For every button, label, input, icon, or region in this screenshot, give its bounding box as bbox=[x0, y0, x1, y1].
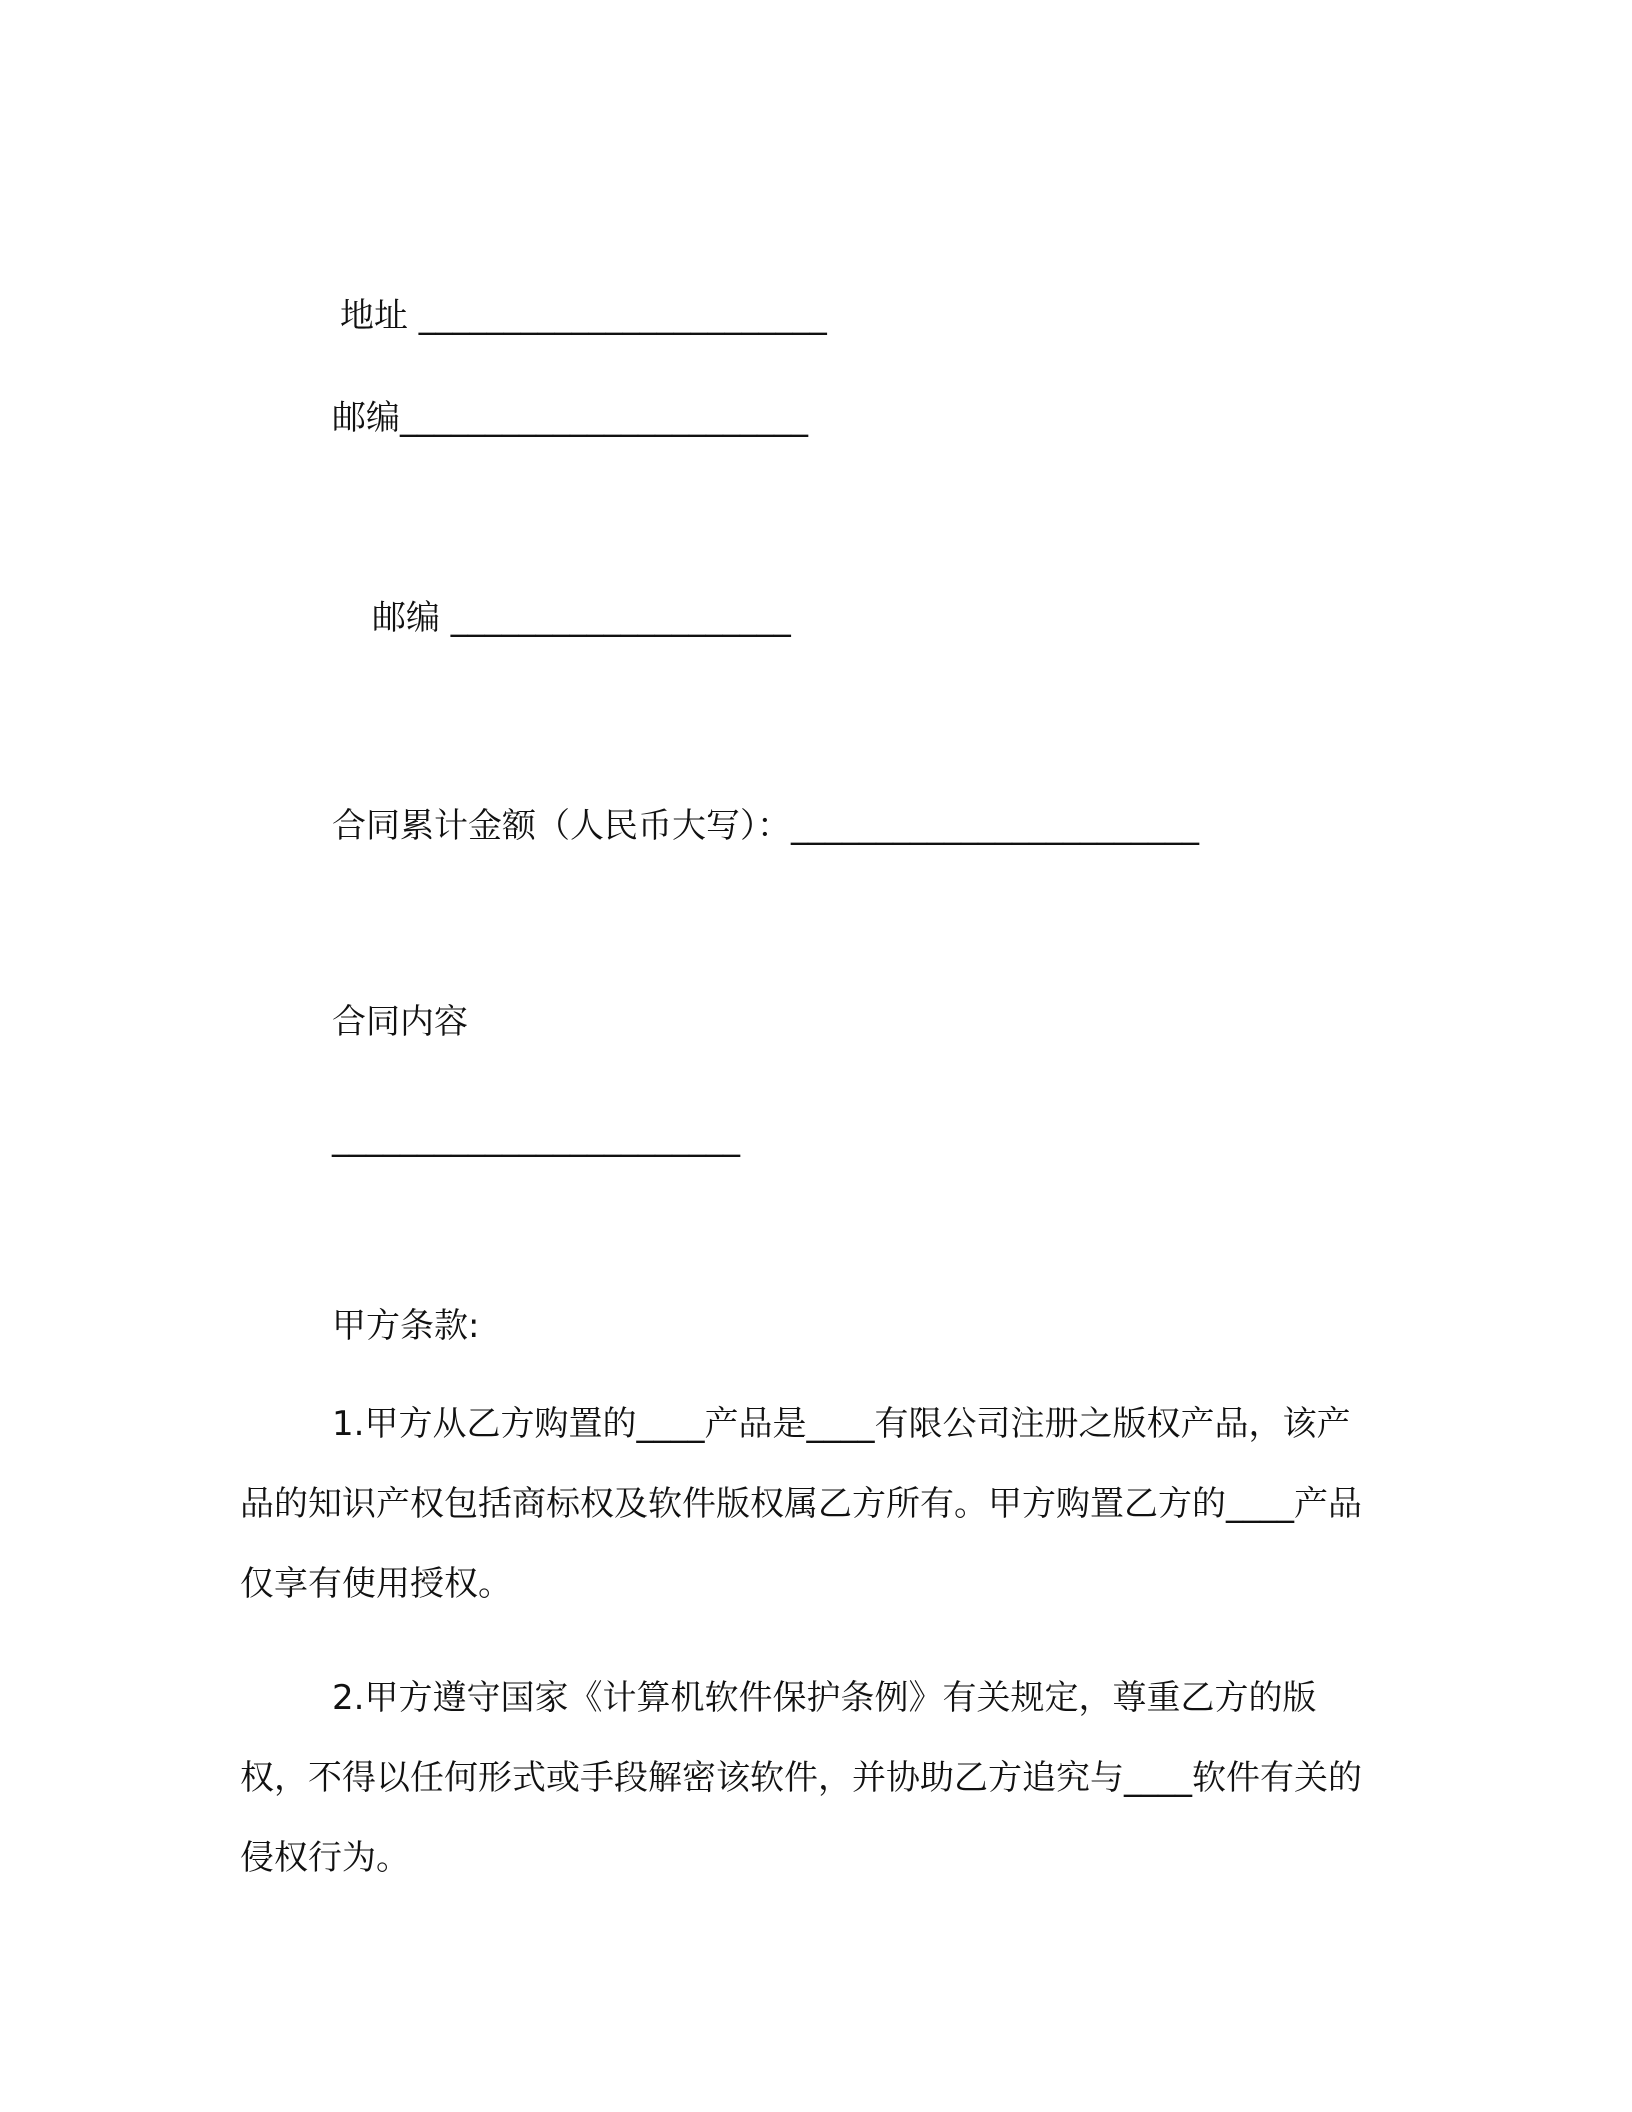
address-line: 地址 ________________________ bbox=[340, 296, 827, 336]
contract-amount-line: 合同累计金额（人民币大写）：________________________ bbox=[332, 806, 1199, 846]
contract-content-label: 合同内容 bbox=[332, 1002, 468, 1042]
postcode-line-2: 邮编 ____________________ bbox=[372, 598, 791, 638]
clause-1: 1.甲方从乙方购置的____产品是____有限公司注册之版权产品，该产品的知识产权包括商标权及软件版权属乙方所有。甲方购置乙方的____产品仅享有使用授权。 bbox=[240, 1404, 1362, 1604]
contract-content-blank: ________________________ bbox=[332, 1118, 740, 1158]
party-a-terms-heading: 甲方条款: bbox=[332, 1306, 480, 1346]
postcode-line-1: 邮编________________________ bbox=[332, 398, 808, 438]
clause-2: 2.甲方遵守国家《计算机软件保护条例》有关规定，尊重乙方的版权，不得以任何形式或手段解密该软件，并协助乙方追究与____软件有关的侵权行为。 bbox=[240, 1678, 1362, 1878]
